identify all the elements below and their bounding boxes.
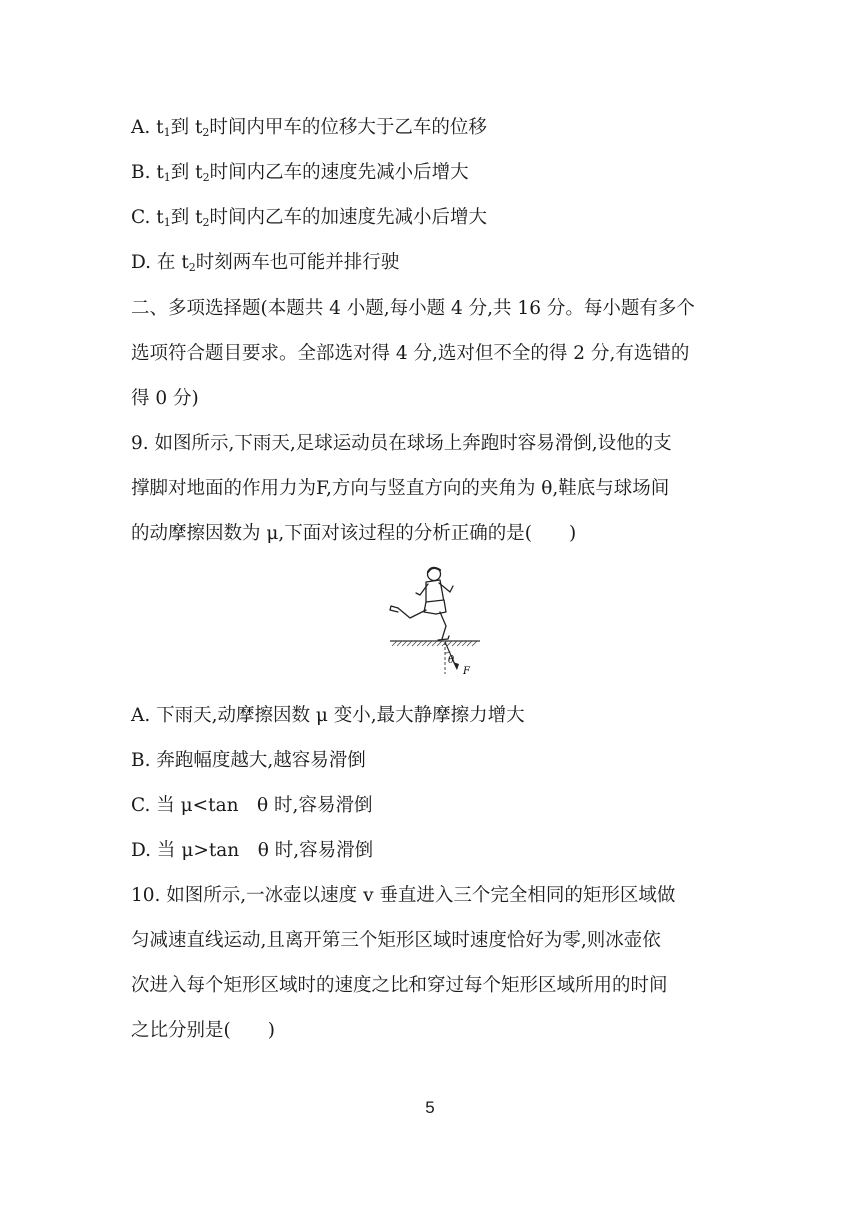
option-a-q8: A. $t_1$到 $t_2$时间内甲车的位移大于乙车的位移 xyxy=(131,117,487,139)
force-label: F xyxy=(463,666,470,677)
question-10-line4: 之比分别是( ) xyxy=(131,1020,275,1041)
q9-option-d: D. 当 μ>tan θ 时,容易滑倒 xyxy=(131,840,374,861)
question-10-line2: 匀减速直线运动,且离开第三个矩形区域时速度恰好为零,则冰壶依 xyxy=(131,930,661,951)
section-2-heading-line2: 选项符合题目要求。全部选对得 4 分,选对但不全的得 2 分,有选错的 xyxy=(131,343,690,364)
q9-option-b: B. 奔跑幅度越大,越容易滑倒 xyxy=(131,750,366,771)
page-number: 5 xyxy=(425,1098,435,1117)
theta-label: θ xyxy=(448,655,455,666)
option-b-q8: B. $t_1$到 $t_2$时间内乙车的速度先减小后增大 xyxy=(131,162,469,184)
section-2-heading-line1: 二、多项选择题(本题共 4 小题,每小题 4 分,共 16 分。每小题有多个 xyxy=(131,298,695,319)
question-9-line1: 9. 如图所示,下雨天,足球运动员在球场上奔跑时容易滑倒,设他的支 xyxy=(131,433,672,454)
question-10-line1: 10. 如图所示,一冰壶以速度 v 垂直进入三个完全相同的矩形区域做 xyxy=(131,885,676,906)
question-9-line2: 撑脚对地面的作用力为F,方向与竖直方向的夹角为 θ,鞋底与球场间 xyxy=(131,478,670,499)
question-10-line3: 次进入每个矩形区域时的速度之比和穿过每个矩形区域所用的时间 xyxy=(131,975,668,996)
q9-option-a: A. 下雨天,动摩擦因数 μ 变小,最大静摩擦力增大 xyxy=(131,705,525,726)
question-9-line3: 的动摩擦因数为 μ,下面对该过程的分析正确的是( ) xyxy=(131,523,577,544)
section-2-heading-line3: 得 0 分) xyxy=(131,388,199,409)
runner-figure xyxy=(376,562,486,682)
ground-hatching xyxy=(392,641,477,646)
option-d-q8: D. 在 $t_2$时刻两车也可能并排行驶 xyxy=(131,252,400,274)
option-c-q8: C. $t_1$到 $t_2$时间内乙车的加速度先减小后增大 xyxy=(131,207,488,229)
runner xyxy=(390,568,453,641)
q9-option-c: C. 当 μ<tan θ 时,容易滑倒 xyxy=(131,795,373,816)
